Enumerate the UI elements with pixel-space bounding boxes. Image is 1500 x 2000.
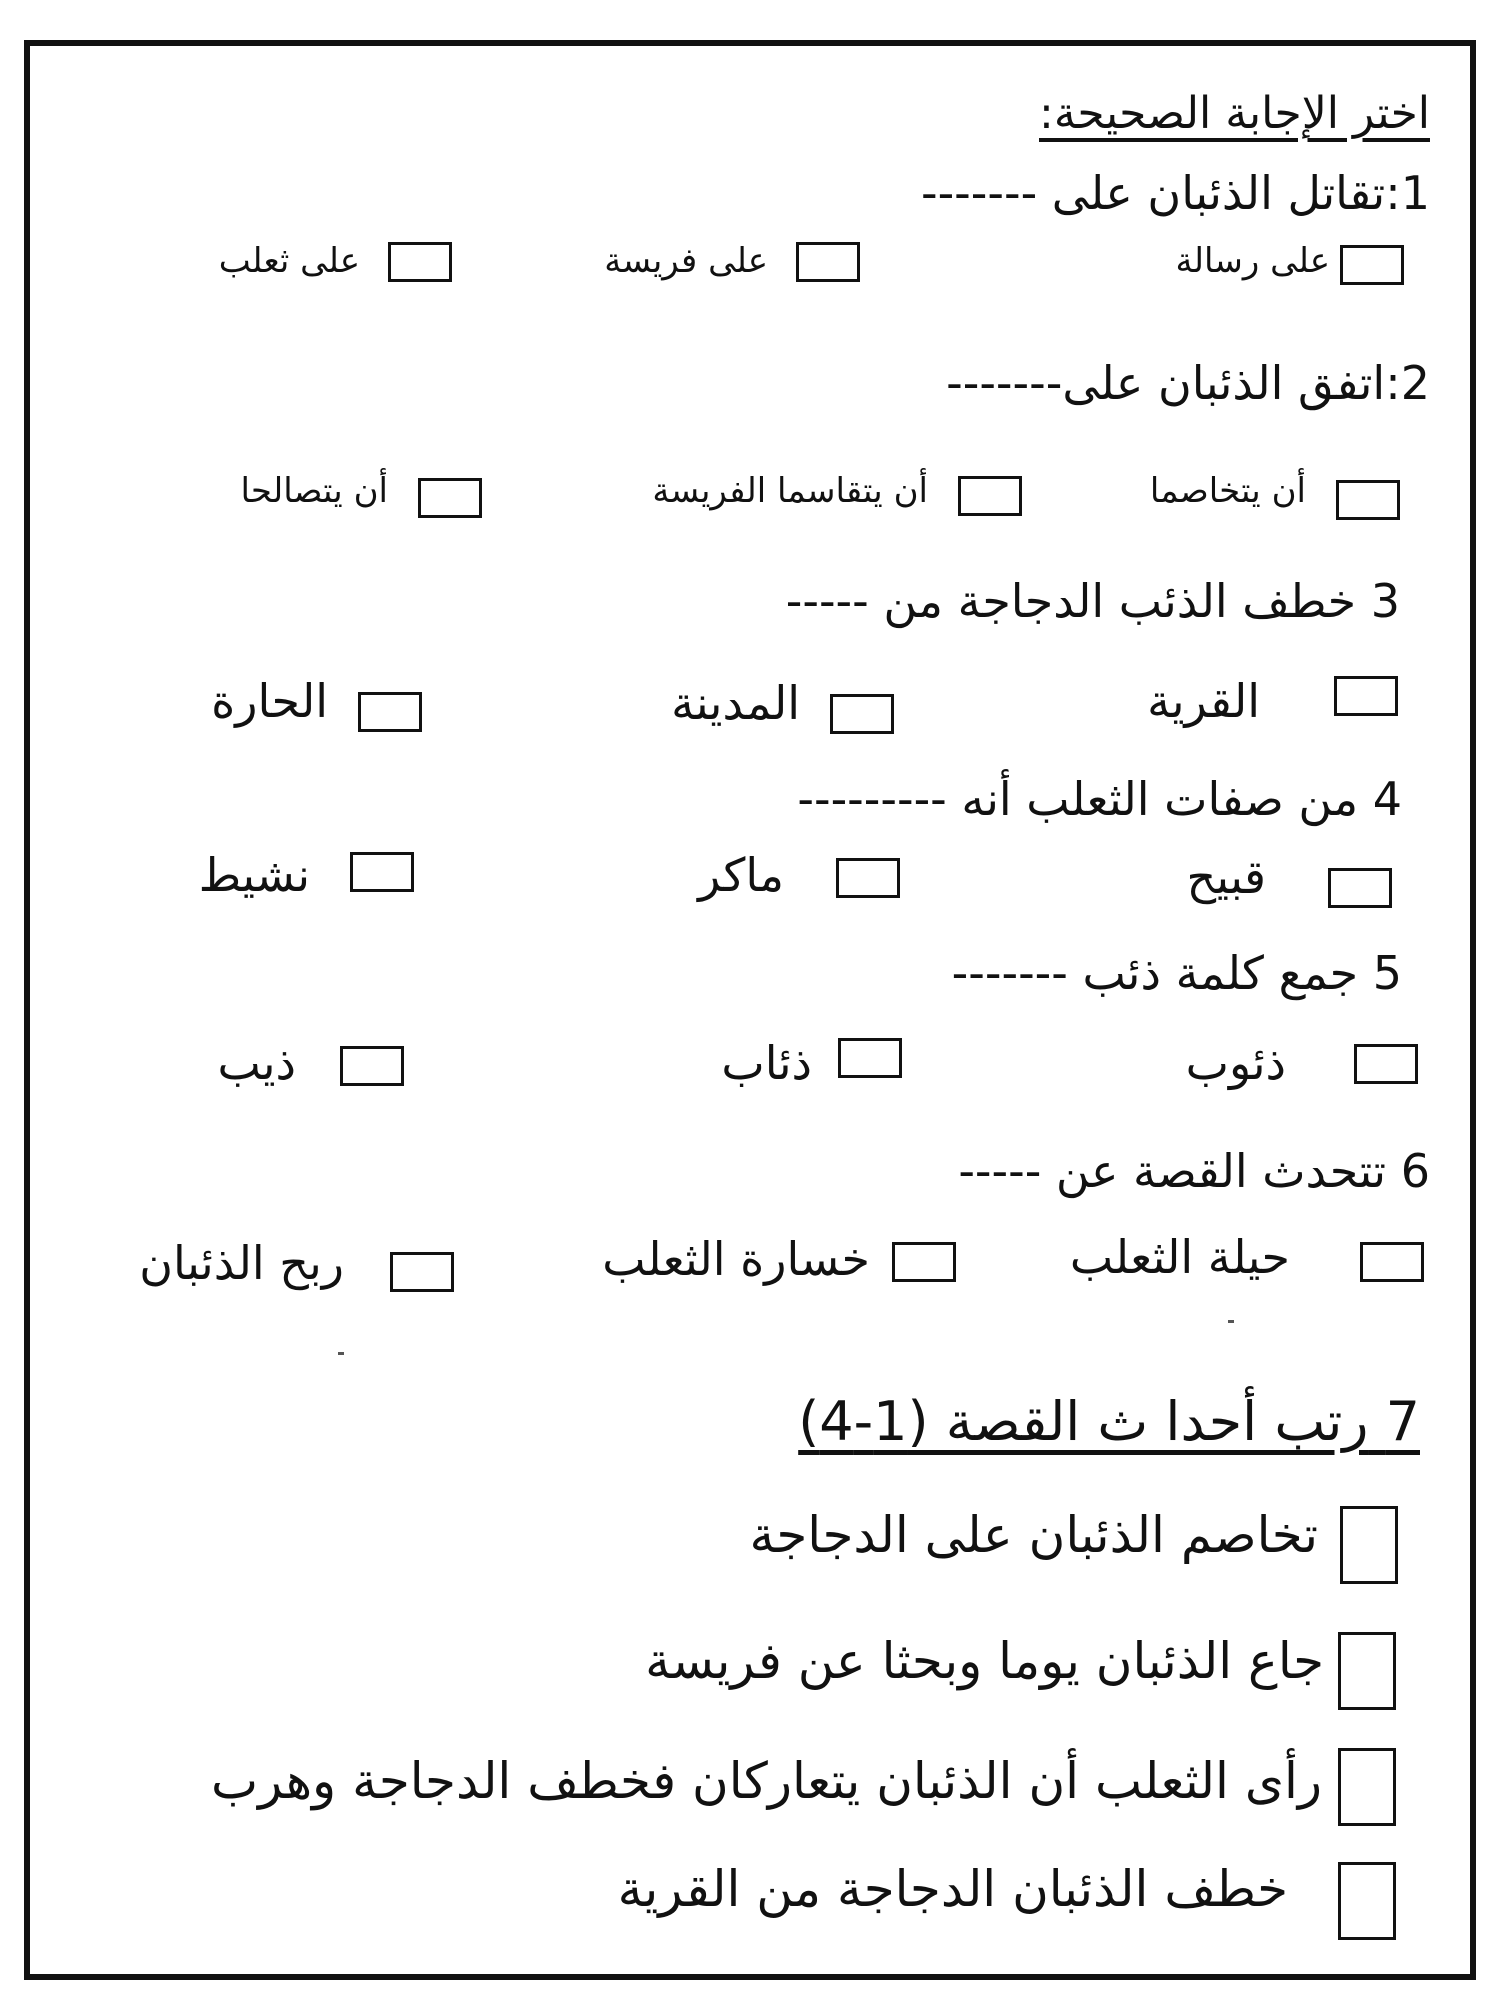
option-label: أن يتخاصما xyxy=(1149,471,1306,511)
option-label: الحارة xyxy=(211,674,328,728)
checkbox-q2-opt1[interactable] xyxy=(1336,480,1400,520)
question-number: 4 xyxy=(1372,772,1402,826)
question-1 xyxy=(920,166,1430,220)
order-box-3[interactable] xyxy=(1338,1748,1396,1826)
question-number: 6 xyxy=(1400,1144,1430,1198)
order-box-1[interactable] xyxy=(1340,1506,1398,1584)
question-2 xyxy=(946,356,1430,410)
checkbox-q3-opt1[interactable] xyxy=(1334,676,1398,716)
checkbox-q4-opt1[interactable] xyxy=(1328,868,1392,908)
checkbox-q6-opt2[interactable] xyxy=(892,1242,956,1282)
order-item: تخاصم الذئبان على الدجاجة xyxy=(749,1506,1318,1564)
option-label: حيلة الثعلب xyxy=(1069,1230,1290,1284)
option-label: نشيط xyxy=(198,848,310,902)
question-text: جمع كلمة ذئب ------- xyxy=(951,946,1359,1000)
ordering-title xyxy=(798,1390,1420,1453)
question-text: :اتفق الذئبان على------- xyxy=(946,356,1401,410)
option-label: على رسالة xyxy=(1175,241,1330,281)
checkbox-q4-opt2[interactable] xyxy=(836,858,900,898)
order-item: رأى الثعلب أن الذئبان يتعاركان فخطف الدجاجة وهرب xyxy=(211,1752,1322,1810)
option-label: ذيب xyxy=(217,1036,296,1090)
checkbox-q6-opt3[interactable] xyxy=(390,1252,454,1292)
option-label: أن يتقاسما الفريسة xyxy=(652,471,928,511)
question-number: 2 xyxy=(1400,356,1430,410)
ordering-title-text: رتب أحدا ث القصة (1-4) xyxy=(798,1390,1369,1453)
checkbox-q1-opt3[interactable] xyxy=(388,242,452,282)
question-number: 5 xyxy=(1372,946,1402,1000)
option-label: ذئاب xyxy=(721,1036,812,1090)
stray-mark xyxy=(1228,1320,1234,1323)
question-text: تتحدث القصة عن ----- xyxy=(958,1144,1387,1198)
question-number: 1 xyxy=(1400,166,1430,220)
question-3 xyxy=(785,574,1400,628)
page-title: اختر الإجابة الصحيحة: xyxy=(1039,88,1430,139)
checkbox-q5-opt1[interactable] xyxy=(1354,1044,1418,1084)
option-label: القرية xyxy=(1147,674,1260,728)
checkbox-q5-opt2[interactable] xyxy=(838,1038,902,1078)
checkbox-q2-opt2[interactable] xyxy=(958,476,1022,516)
option-label: على ثعلب xyxy=(218,241,360,281)
checkbox-q3-opt3[interactable] xyxy=(358,692,422,732)
question-number: 3 xyxy=(1370,574,1400,628)
order-item: جاع الذئبان يوما وبحثا عن فريسة xyxy=(645,1632,1324,1690)
checkbox-q4-opt3[interactable] xyxy=(350,852,414,892)
checkbox-q1-opt2[interactable] xyxy=(796,242,860,282)
question-text: من صفات الثعلب أنه --------- xyxy=(797,772,1359,826)
checkbox-q1-opt1[interactable] xyxy=(1340,245,1404,285)
option-label: ذئوب xyxy=(1185,1036,1286,1090)
question-5 xyxy=(951,946,1402,1000)
order-item: خطف الذئبان الدجاجة من القرية xyxy=(617,1860,1288,1918)
order-box-2[interactable] xyxy=(1338,1632,1396,1710)
option-label: خسارة الثعلب xyxy=(602,1232,870,1286)
question-number: 7 xyxy=(1385,1390,1420,1453)
checkbox-q3-opt2[interactable] xyxy=(830,694,894,734)
option-label: ربح الذئبان xyxy=(139,1236,344,1290)
question-text: خطف الذئب الدجاجة من ----- xyxy=(785,574,1357,628)
option-label: المدينة xyxy=(671,676,800,730)
question-4 xyxy=(797,772,1402,826)
option-label: ماكر xyxy=(698,848,784,902)
checkbox-q2-opt3[interactable] xyxy=(418,478,482,518)
stray-mark xyxy=(338,1352,344,1355)
question-text: :تقاتل الذئبان على ------- xyxy=(920,166,1401,220)
order-box-4[interactable] xyxy=(1338,1862,1396,1940)
option-label: على فريسة xyxy=(604,241,768,281)
checkbox-q6-opt1[interactable] xyxy=(1360,1242,1424,1282)
option-label: قبيح xyxy=(1186,850,1266,904)
question-6 xyxy=(958,1144,1430,1198)
option-label: أن يتصالحا xyxy=(240,471,388,511)
checkbox-q5-opt3[interactable] xyxy=(340,1046,404,1086)
